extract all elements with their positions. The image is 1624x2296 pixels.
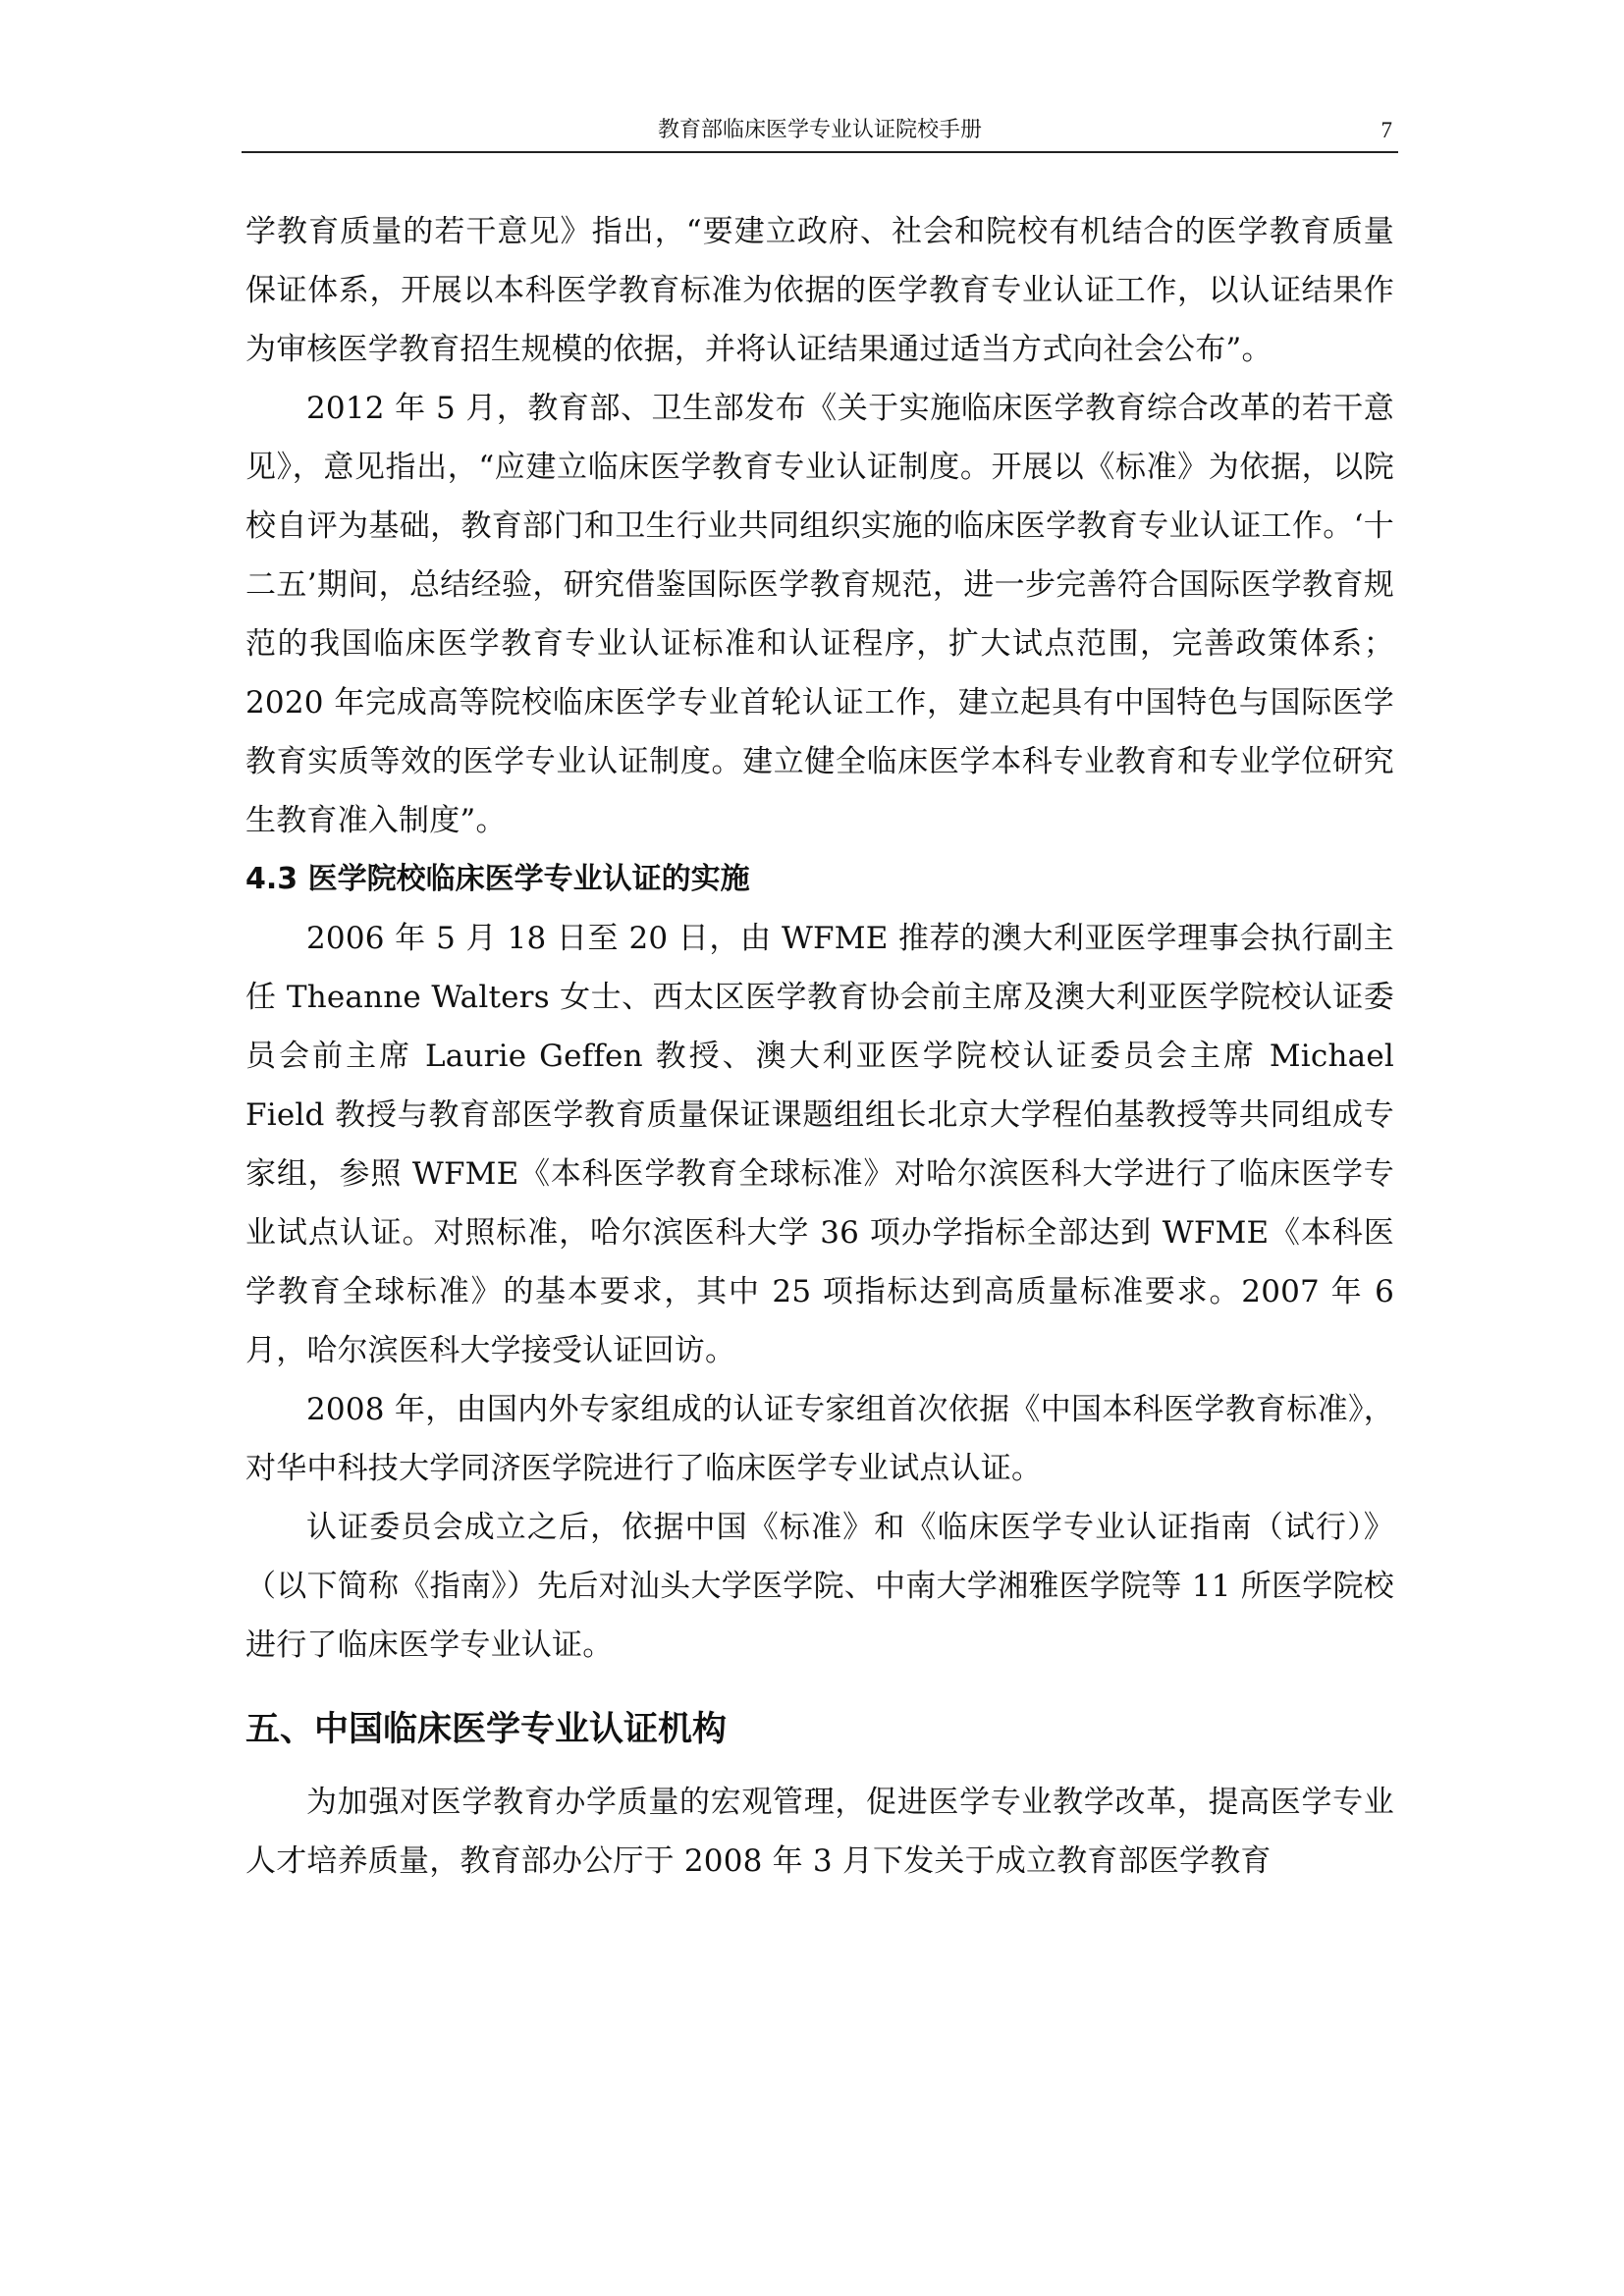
page-header <box>242 116 1398 153</box>
paragraph-2006-pilot: 2006 年 5 月 18 日至 20 日，由 WFME 推荐的澳大利亚医学理事会执行副主任 Theanne Walters 女士、西太区医学教育协会前主席及澳大利亚医学院校认证委员会前主席 Laurie Geffen 教授、澳大利亚医学院校认证委员会主席 Michael Field 教授与教育部医学教育质量保证课题组组长北京大学程伯基教授等共同组成专家组，参照 WFME《本科医学教育全球标准》对哈尔滨医科大学进行了临床医学专业试点认证。对照标准，哈尔滨医科大学 36 项办学指标全部达到 WFME《本科医学教育全球标准》的基本要求，其中 25 项指标达到高质量标准要求。2007 年 6 月，哈尔滨医科大学接受认证回访。 <box>245 921 1394 1368</box>
page-number: 7 <box>1380 118 1392 142</box>
paragraph-agency-establishment: 为加强对医学教育办学质量的宏观管理，促进医学专业教学改革，提高医学专业人才培养质量，教育部办公厅于 2008 年 3 月下发关于成立教育部医学教育 <box>245 1785 1394 1879</box>
paragraph-committee-accreditation: 认证委员会成立之后，依据中国《标准》和《临床医学专业认证指南（试行）》（以下简称《指南》）先后对汕头大学医学院、中南大学湘雅医学院等 11 所医学院校进行了临床医学专业认证。 <box>245 1510 1394 1663</box>
chapter-heading-5: 五、中国临床医学专业认证机构 <box>245 1710 728 1749</box>
paragraph-2008-pilot: 2008 年，由国内外专家组成的认证专家组首次依据《中国本科医学教育标准》，对华中科技大学同济医学院进行了临床医学专业试点认证。 <box>245 1392 1394 1486</box>
document-body <box>245 202 1394 1891</box>
paragraph-2012-reform: 2012 年 5 月，教育部、卫生部发布《关于实施临床医学教育综合改革的若干意见》，意见指出，“应建立临床医学教育专业认证制度。开展以《标准》为依据，以院校自评为基础，教育部门和卫生行业共同组织实施的临床医学教育专业认证工作。‘十二五’期间，总结经验，研究借鉴国际医学教育规范，进一步完善符合国际医学教育规范的我国临床医学教育专业认证标准和认证程序，扩大试点范围，完善政策体系；2020 年完成高等院校临床医学专业首轮认证工作，建立起具有中国特色与国际医学教育实质等效的医学专业认证制度。建立健全临床医学本科专业教育和专业学位研究生教育准入制度”。 <box>245 391 1394 838</box>
paragraph-continued: 学教育质量的若干意见》指出，“要建立政府、社会和院校有机结合的医学教育质量保证体系，开展以本科医学教育标准为依据的医学教育专业认证工作，以认证结果作为审核医学教育招生规模的依据，并将认证结果通过适当方式向社会公布”。 <box>245 214 1394 367</box>
section-heading-4-3: 4.3 医学院校临床医学专业认证的实施 <box>245 862 750 896</box>
header-title: 教育部临床医学专业认证院校手册 <box>657 118 982 142</box>
